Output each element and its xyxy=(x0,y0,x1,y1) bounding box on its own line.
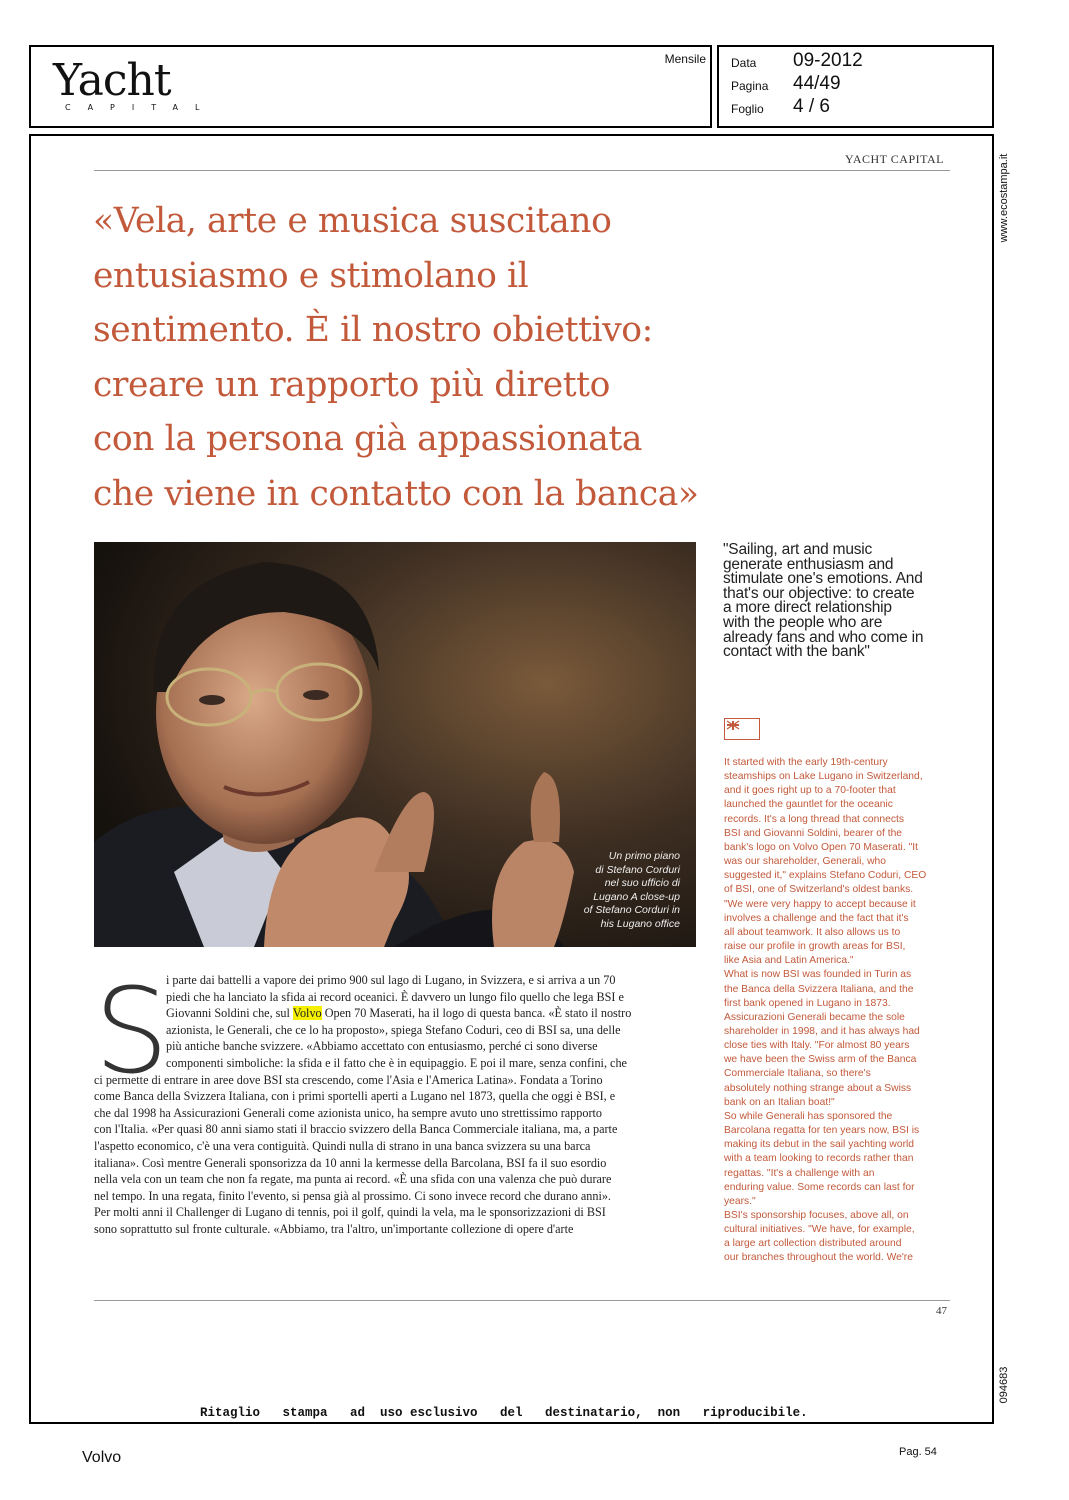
header-masthead-box xyxy=(29,45,712,128)
frequency-label: Mensile xyxy=(664,52,706,66)
pullquote xyxy=(93,194,733,521)
drop-cap: S xyxy=(94,962,169,1100)
english-quote: "Sailing, art and music generate enthusiasm and stimulate one's emotions. And that's our objective: to create a more direct relationship with the people who are already fans and who come in contact with the bank" xyxy=(723,541,924,661)
meta-date-value: 09-2012 xyxy=(793,50,863,71)
pullquote-line: con la persona già appassionata xyxy=(93,419,643,459)
yacht-capital-logo-sub: CAPITAL xyxy=(65,103,217,112)
volvo-highlight: Volvo xyxy=(292,1006,322,1021)
page-number: 47 xyxy=(936,1305,947,1317)
running-head: YACHT CAPITAL xyxy=(845,152,944,166)
yacht-capital-logo: Yacht xyxy=(53,55,171,106)
meta-sheet-value: 4 / 6 xyxy=(793,96,830,117)
uk-flag-icon xyxy=(724,718,760,740)
pullquote-line: «Vela, arte e musica suscitano xyxy=(93,201,612,241)
pullquote-line: sentimento. È il nostro obiettivo: xyxy=(93,310,653,350)
header-rule xyxy=(94,170,950,171)
meta-page-value: 44/49 xyxy=(793,73,841,94)
pullquote-line: entusiasmo e stimolano il xyxy=(93,255,529,296)
footer-rule xyxy=(94,1300,950,1301)
header-meta-box xyxy=(717,45,994,128)
meta-sheet-label: Foglio xyxy=(731,102,764,116)
side-url: www.ecostampa.it xyxy=(998,153,1010,243)
portrait-photo xyxy=(94,542,696,947)
footer-page-number: Pag. 54 xyxy=(899,1446,937,1458)
footer-brand: Volvo xyxy=(82,1449,122,1466)
photo-caption: Un primo piano di Stefano Corduri nel suo ufficio di Lugano A close-up of Stefano Corduri in his Lugano office xyxy=(583,850,680,930)
pullquote-line: creare un rapporto più diretto xyxy=(93,364,611,405)
italian-body-line-highlight: Giovanni Soldini che, sul Volvo Open 70 Maserati, ha il logo di questa banca. «È stato il nostro xyxy=(166,1006,632,1021)
pullquote-line: che viene in contatto con la banca» xyxy=(93,473,699,514)
side-code: 094683 xyxy=(998,1366,1010,1404)
meta-page-label: Pagina xyxy=(731,79,769,93)
italian-body: i parte dai battelli a vapore dei primo 900 sul lago di Lugano, in Svizzera, e si arriva a un 70 piedi che ha lanciato la sfida ai record oceanici. È davvero un lungo filo quello che lega BSI e Giovanni Soldini che, sul Volvo Open 70 Maserati, ha il logo di questa banca. «È stato il nostro azionista, le Generali, che ce lo ha proposto», spiega Stefano Coduri, ceo di BSI sa, una delle più antiche banche svizzere. «Abbiamo accettato con entusiasmo, perché ci sono diverse componenti simboliche: la sfida e il fatto che è in equipaggio. E poi il mare, senza confini, che ci permette di entrare in aree dove BSI sta crescendo, come l'Asia e l'America Latina». Fondata a Torino come Banca della Svizzera Italiana, con i primi sportelli aperti a Lugano nel 1873, quella che oggi è BSI, e che dal 1998 ha Assicurazioni Generali come azionista unico, ha sempre avuto uno strettissimo rapporto con l'Italia. «Per quasi 80 anni siamo stati il braccio svizzero della Banca Commerciale italiana, ma, a parte l'aspetto economico, c'è una vera contiguità. Quindi nulla di strano in una banca svizzera su una barca italiana». Così mentre Generali sponsorizza da 10 anni la kermesse della Barcolana, BSI fa il suo esordio nella vela con un team che non fa regate, ma punta ai record. «È una sfida con una valenza che può durare nel tempo. In una regata, finito l'evento, si pensa già al prossimo. Ci sono invece record che durano anni». Per molti anni il Challenger di Lugano di tennis, poi il golf, quindi la vela, ma le sponsorizzazioni di BSI sono soprattutto sul fronte culturale. «Abbiamo, tra l'altro, un'importante collezione di opere d'arte xyxy=(94,972,694,1238)
meta-date-label: Data xyxy=(731,56,757,70)
reproduction-notice: Ritaglio stampa ad uso esclusivo del destinatario, non riproducibile. xyxy=(200,1406,808,1420)
english-body: It started with the early 19th-century steamships on Lake Lugano in Switzerland, and it goes right up to a 70-footer that launched the gauntlet for the oceanic records. It's a long thread that connects BSI and Giovanni Soldini, bearer of the bank's logo on Volvo Open 70 Maserati. "It was our shareholder, Generali, who suggested it," explains Stefano Coduri, CEO of BSI, one of Switzerland's oldest banks. "We were very happy to accept because it involves a challenge and the fact that it's all about teamwork. It also allows us to raise our profile in growth areas for BSI, like Asia and Latin America." What is now BSI was founded in Turin as the Banca della Svizzera Italiana, and the first bank opened in Lugano in 1873. Assicurazioni Generali became the sole shareholder in 1998, and it has always had close ties with Italy. "For almost 80 years we have been the Swiss arm of the Banca Commerciale Italiana, so there's absolutely nothing strange about a Swiss bank on an Italian boat!" So while Generali has sponsored the Barcolana regatta for ten years now, BSI is making its debut in the sail yachting world with a team looking to records rather than regattas. "It's a challenge with an enduring value. Some records can last for years." BSI's sponsorship focuses, above all, on cultural initiatives. "We have, for example, a large art collection distributed around our branches throughout the world. We're xyxy=(724,757,927,1264)
